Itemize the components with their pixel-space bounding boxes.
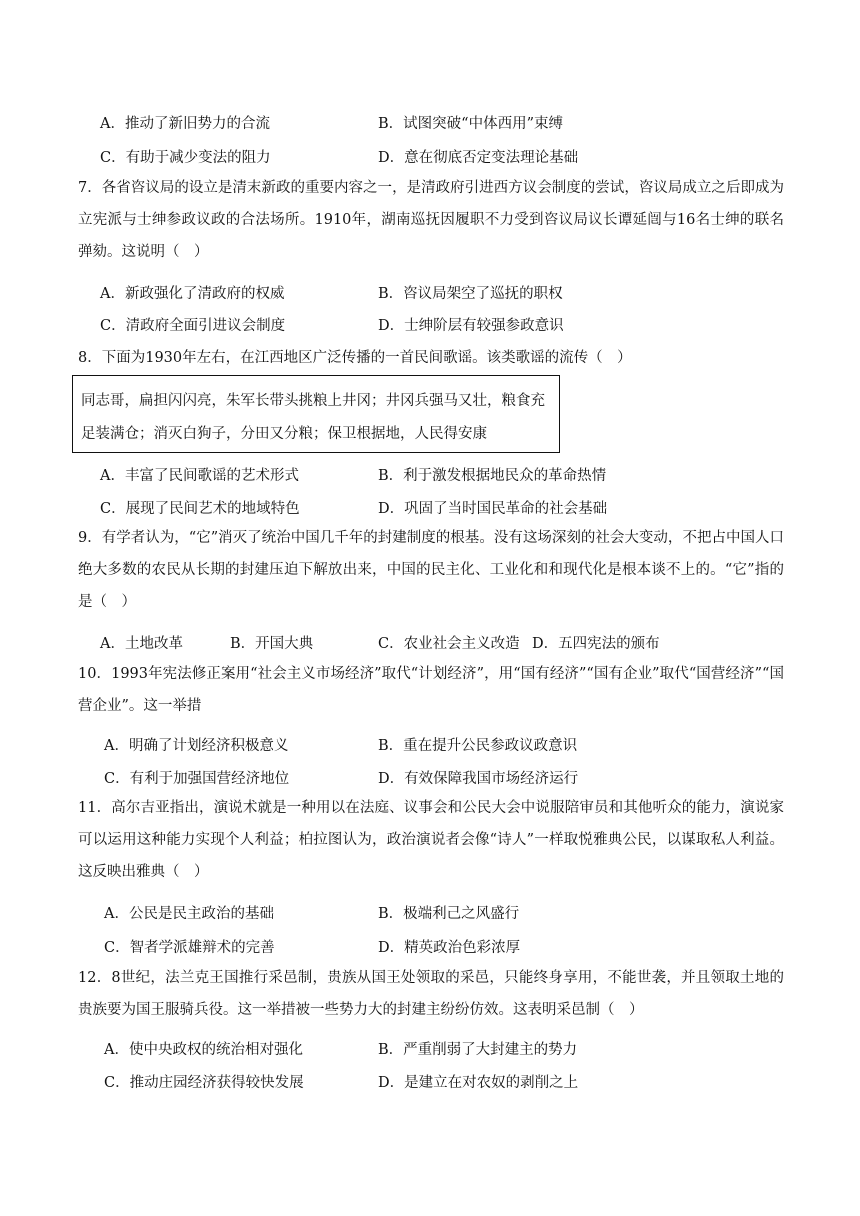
q6-option-b: B．试图突破“中体西用”束缚	[378, 116, 563, 132]
q12-option-b: B．严重削弱了大封建主的势力	[378, 1042, 578, 1058]
q12-option-c: C．推动庄园经济获得较快发展	[104, 1075, 304, 1091]
folk-song-box	[72, 375, 560, 453]
q8-stem: 8．下面为1930年左右，在江西地区广泛传播的一首民间歌谣。该类歌谣的流传（ ）	[78, 350, 632, 366]
q11-option-b: B．极端利己之风盛行	[378, 906, 520, 922]
q9-stem: 9．有学者认为，“它”消灭了统治中国几千年的封建制度的根基。没有这场深刻的社会大变动，不把占中国人口绝大多数的农民从长期的封建压迫下解放出来，中国的民主化、工业化和和现代化是根本谈不上的。“它”指的是（ ）	[78, 530, 784, 610]
q9-option-c: C．农业社会主义改造	[378, 636, 520, 652]
q10-option-b: B．重在提升公民参政议政意识	[378, 738, 578, 754]
q12-option-a: A．使中央政权的统治相对强化	[104, 1042, 303, 1058]
q8-option-a: A．丰富了民间歌谣的艺术形式	[100, 468, 299, 484]
q7-stem: 7．各省咨议局的设立是清末新政的重要内容之一，是清政府引进西方议会制度的尝试，咨议局成立之后即成为立宪派与士绅参政议政的合法场所。1910年，湖南巡抚因履职不力受到咨议局议长谭延闿与16名士绅的联名弹劾。这说明（ ）	[78, 180, 784, 260]
q7-option-d: D．士绅阶层有较强参政意识	[378, 318, 564, 334]
q9-option-b: B．开国大典	[230, 636, 314, 652]
q10-stem: 10．1993年宪法修正案用“社会主义市场经济”取代“计划经济”，用“国有经济”“国有企业”取代“国营经济”“国营企业”。这一举措	[78, 666, 784, 714]
folk-song-line-1: 同志哥，扁担闪闪亮，朱军长带头挑粮上井冈；井冈兵强马又壮，粮食充	[81, 393, 545, 409]
q9-option-d: D．五四宪法的颁布	[532, 636, 660, 652]
folk-song-line-2: 足装满仓；消灭白狗子，分田又分粮；保卫根据地，人民得安康	[81, 426, 487, 442]
q6-option-d: D．意在彻底否定变法理论基础	[378, 150, 579, 166]
q8-option-c: C．展现了民间艺术的地域特色	[100, 501, 300, 517]
q11-option-a: A．公民是民主政治的基础	[104, 906, 274, 922]
q10-option-a: A．明确了计划经济积极意义	[104, 738, 289, 754]
q6-option-c: C．有助于减少变法的阻力	[100, 150, 271, 166]
q7-option-b: B．咨议局架空了巡抚的职权	[378, 286, 563, 302]
q9-option-a: A．土地改革	[100, 636, 183, 652]
q12-stem: 12．8世纪，法兰克王国推行采邑制，贵族从国王处领取的采邑，只能终身享用，不能世袭，并且领取土地的贵族要为国王服骑兵役。这一举措被一些势力大的封建主纷纷仿效。这表明采邑制（ ）	[78, 970, 784, 1018]
q12-option-d: D．是建立在对农奴的剥削之上	[378, 1075, 579, 1091]
q7-option-a: A．新政强化了清政府的权威	[100, 286, 285, 302]
q11-option-c: C．智者学派雄辩术的完善	[104, 940, 275, 956]
q8-option-d: D．巩固了当时国民革命的社会基础	[378, 501, 608, 517]
q11-stem: 11．高尔吉亚指出，演说术就是一种用以在法庭、议事会和公民大会中说服陪审员和其他听众的能力，演说家可以运用这种能力实现个人利益；柏拉图认为，政治演说者会像“诗人”一样取悦雅典公民，以谋取私人利益。这反映出雅典（ ）	[78, 800, 784, 880]
q8-option-b: B．利于激发根据地民众的革命热情	[378, 468, 607, 484]
q7-option-c: C．清政府全面引进议会制度	[100, 318, 286, 334]
q10-option-d: D．有效保障我国市场经济运行	[378, 771, 579, 787]
q11-option-d: D．精英政治色彩浓厚	[378, 940, 521, 956]
q6-option-a: A．推动了新旧势力的合流	[100, 116, 270, 132]
q10-option-c: C．有利于加强国营经济地位	[104, 771, 290, 787]
